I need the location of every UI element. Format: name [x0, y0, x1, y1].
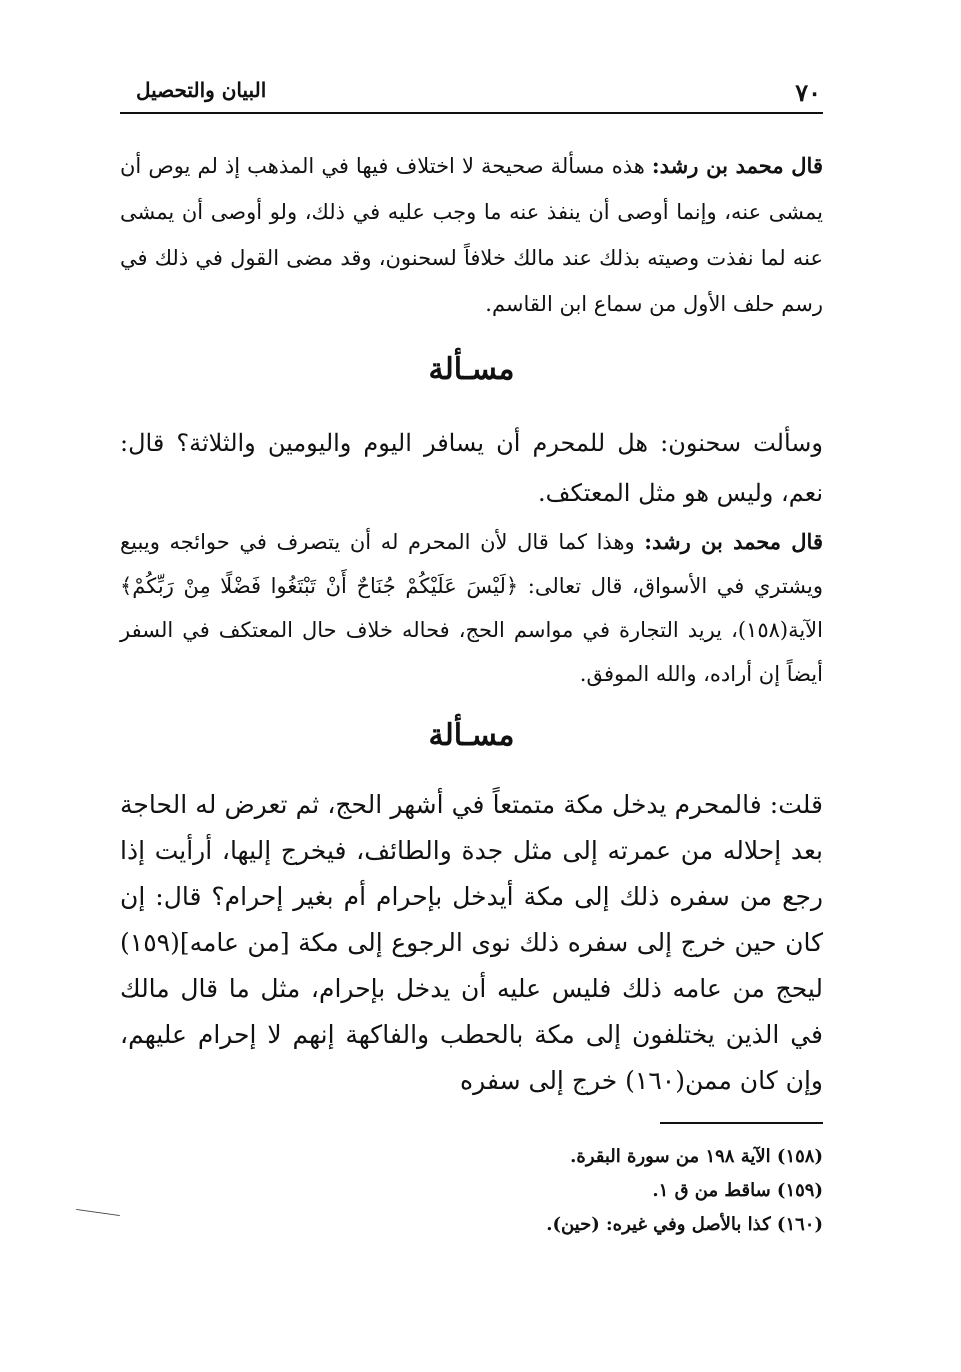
- paragraph-lead: قال محمد بن رشد:: [644, 529, 823, 554]
- footnote-divider: [660, 1122, 823, 1124]
- footnote: (١٥٩) ساقط من ق ١.: [652, 1180, 823, 1201]
- footnote: (١٥٨) الآية ١٩٨ من سورة البقرة.: [570, 1146, 823, 1167]
- paragraph-text: قلت: فالمحرم يدخل مكة متمتعاً في أشهر الحج، ثم تعرض له الحاجة بعد إحلاله من عمرته إلى مثل جدة والطائف، فيخرج إليها، أرأيت إذا رجع من سفره ذلك إلى مكة أيدخل بإحرام أم بغير إحرام؟ قال: إن كان حين خرج إلى سفره ذلك نوى الرجوع إلى مكة [من عامه](١٥٩) ليحج من عامه ذلك فليس عليه أن يدخل بإحرام، مثل ما قال مالك في الذين يختلفون إلى مكة بالحطب والفاكهة إنهم لا إحرام عليهم، وإن كان ممن(١٦٠) خرج إلى سفره: [120, 790, 823, 1095]
- section-heading: مسـألة: [428, 352, 515, 387]
- running-title: البيان والتحصيل: [136, 78, 267, 102]
- scan-mark: [76, 1209, 120, 1216]
- paragraph-text: وسألت سحنون: هل للمحرم أن يسافر اليوم واليومين والثلاثة؟ قال: نعم، وليس هو مثل المعتكف.: [120, 429, 823, 507]
- footnote: (١٦٠) كذا بالأصل وفي غيره: (حين).: [546, 1214, 823, 1235]
- paragraph-commentary-2: [120, 520, 823, 696]
- page-number: ٧٠: [795, 78, 821, 107]
- section-heading: مسـألة: [428, 718, 515, 753]
- paragraph-question-1: [120, 418, 823, 518]
- page-header: [120, 72, 823, 114]
- paragraph-commentary-1: [120, 143, 823, 327]
- paragraph-text: هذه مسألة صحيحة لا اختلاف فيها في المذهب إذ لم يوص أن يمشى عنه، وإنما أوصى أن ينفذ عنه ما وجب عليه في ذلك، ولو أوصى أن يمشى عنه لما نفذت وصيته بذلك عند مالك خلافاً لسحنون، وقد مضى القول في ذلك في رسم حلف الأول من سماع ابن القاسم.: [120, 154, 823, 316]
- paragraph-text: وهذا كما قال لأن المحرم له أن يتصرف في حوائجه ويبيع ويشتري في الأسواق، قال تعالى: ﴿لَيْسَ عَلَيْكُمْ جُنَاحٌ أَنْ تَبْتَغُوا فَضْلًا مِنْ رَبِّكُمْ﴾ الآية(١٥٨)، يريد التجارة في مواسم الحج، فحاله خلاف حال المعتكف في السفر أيضاً إن أراده، والله الموفق.: [120, 530, 823, 686]
- paragraph-lead: قال محمد بن رشد:: [651, 153, 823, 178]
- paragraph-question-2: [120, 782, 823, 1104]
